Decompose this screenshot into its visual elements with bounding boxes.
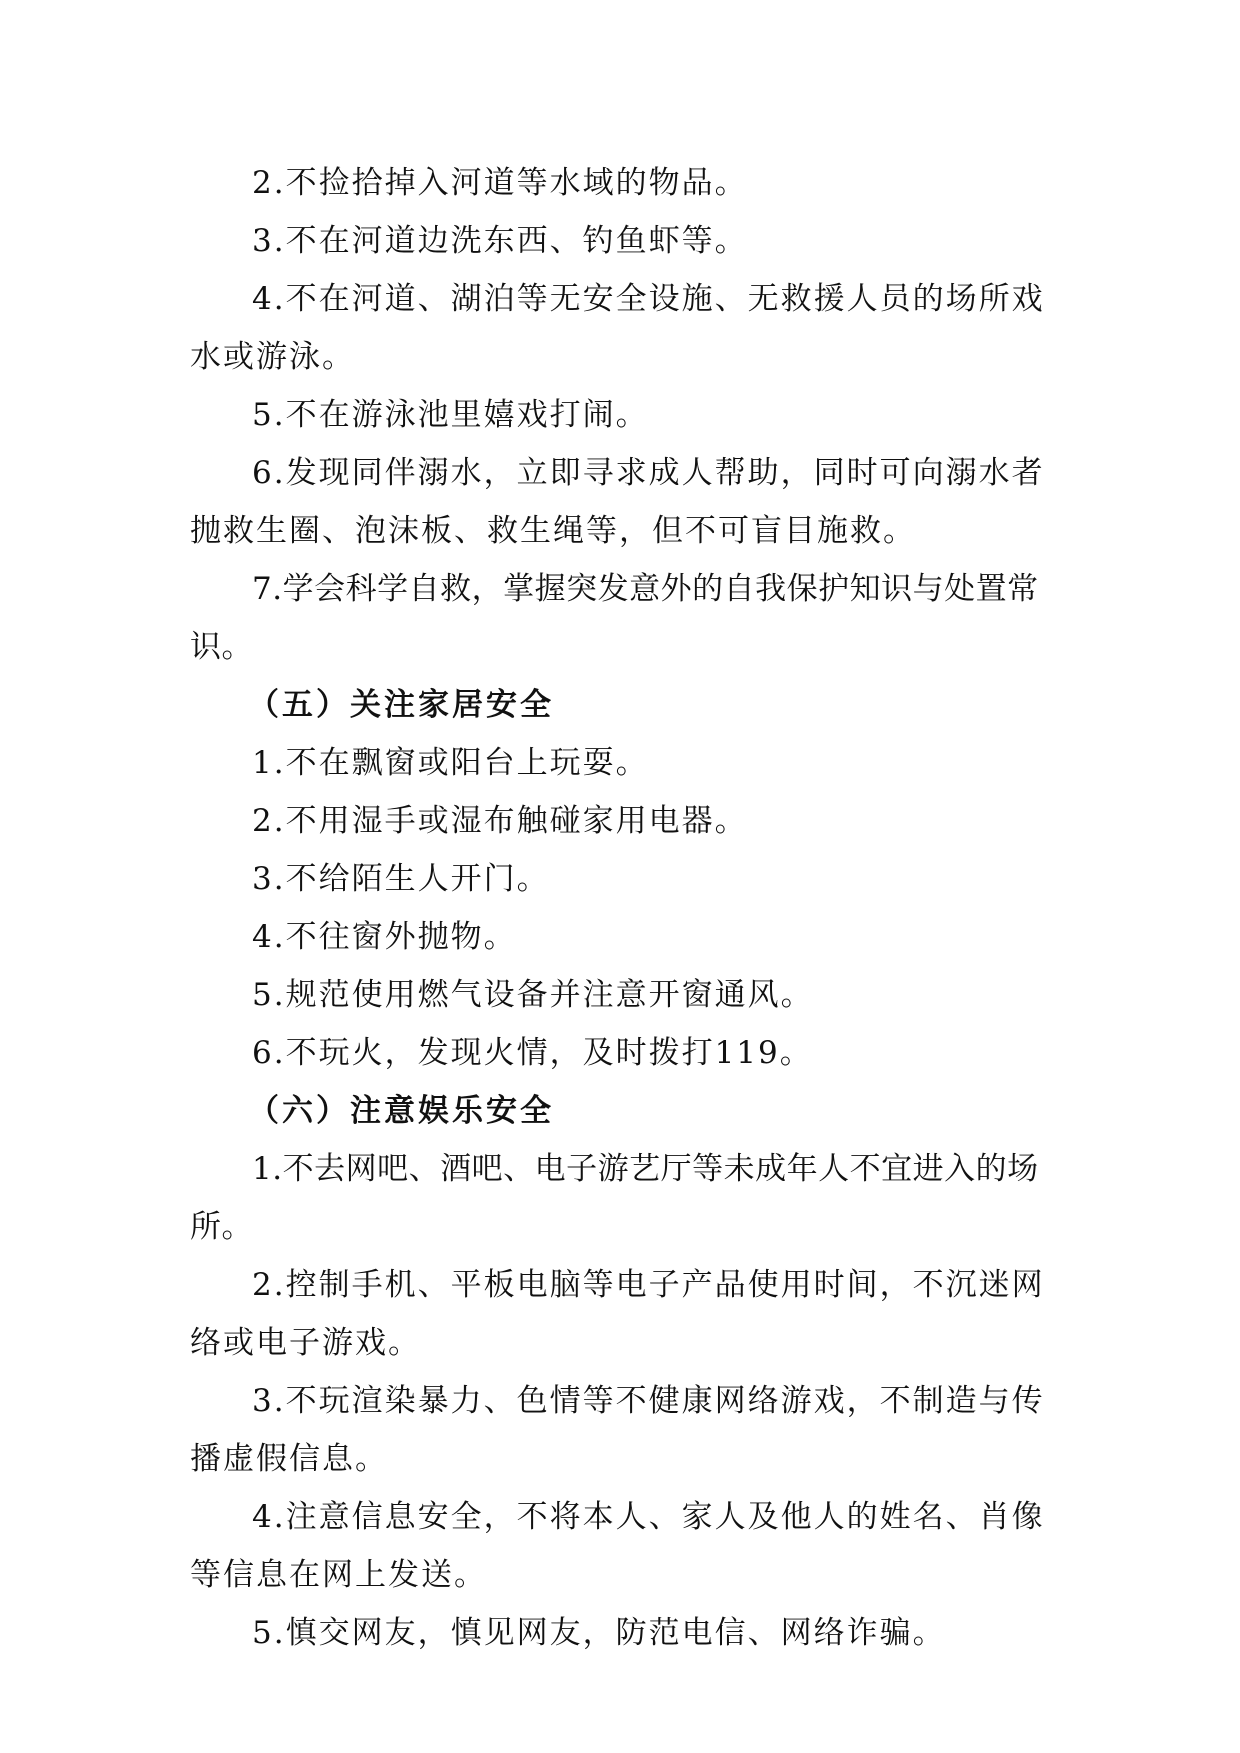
paragraph-home-item-1: 1.不在飘窗或阳台上玩耍。	[252, 745, 649, 781]
paragraph-entertainment-item-5: 5.慎交网友，慎见网友，防范电信、网络诈骗。	[252, 1615, 946, 1651]
paragraph-home-item-3: 3.不给陌生人开门。	[252, 861, 550, 897]
paragraph-home-item-5: 5.规范使用燃气设备并注意开窗通风。	[252, 977, 814, 1013]
paragraph-home-item-6: 6.不玩火，发现火情，及时拨打119。	[252, 1035, 813, 1071]
paragraph-entertainment-item-1: 1.不去网吧、酒吧、电子游艺厅等未成年人不宜进入的场所。	[190, 1151, 1039, 1245]
paragraph-water-item-3: 3.不在河道边洗东西、钓鱼虾等。	[252, 223, 748, 259]
paragraph-water-item-6: 6.发现同伴溺水，立即寻求成人帮助，同时可向溺水者抛救生圈、泡沫板、救生绳等，但不可盲目施救。	[190, 455, 1045, 549]
section-heading-entertainment-safety: （六）注意娱乐安全	[248, 1093, 554, 1129]
paragraph-home-item-2: 2.不用湿手或湿布触碰家用电器。	[252, 803, 748, 839]
paragraph-water-item-5: 5.不在游泳池里嬉戏打闹。	[252, 397, 649, 433]
paragraph-home-item-4: 4.不往窗外抛物。	[252, 919, 517, 955]
paragraph-entertainment-item-4: 4.注意信息安全，不将本人、家人及他人的姓名、肖像等信息在网上发送。	[190, 1499, 1045, 1593]
document-body	[190, 154, 1070, 1662]
paragraph-water-item-7: 7.学会科学自救，掌握突发意外的自我保护知识与处置常识。	[190, 571, 1039, 665]
paragraph-water-item-2: 2.不捡拾掉入河道等水域的物品。	[252, 165, 748, 201]
paragraph-water-item-4: 4.不在河道、湖泊等无安全设施、无救援人员的场所戏水或游泳。	[190, 281, 1045, 375]
section-heading-home-safety: （五）关注家居安全	[248, 687, 554, 723]
paragraph-entertainment-item-2: 2.控制手机、平板电脑等电子产品使用时间，不沉迷网络或电子游戏。	[190, 1267, 1045, 1361]
paragraph-entertainment-item-3: 3.不玩渲染暴力、色情等不健康网络游戏，不制造与传播虚假信息。	[190, 1383, 1045, 1477]
